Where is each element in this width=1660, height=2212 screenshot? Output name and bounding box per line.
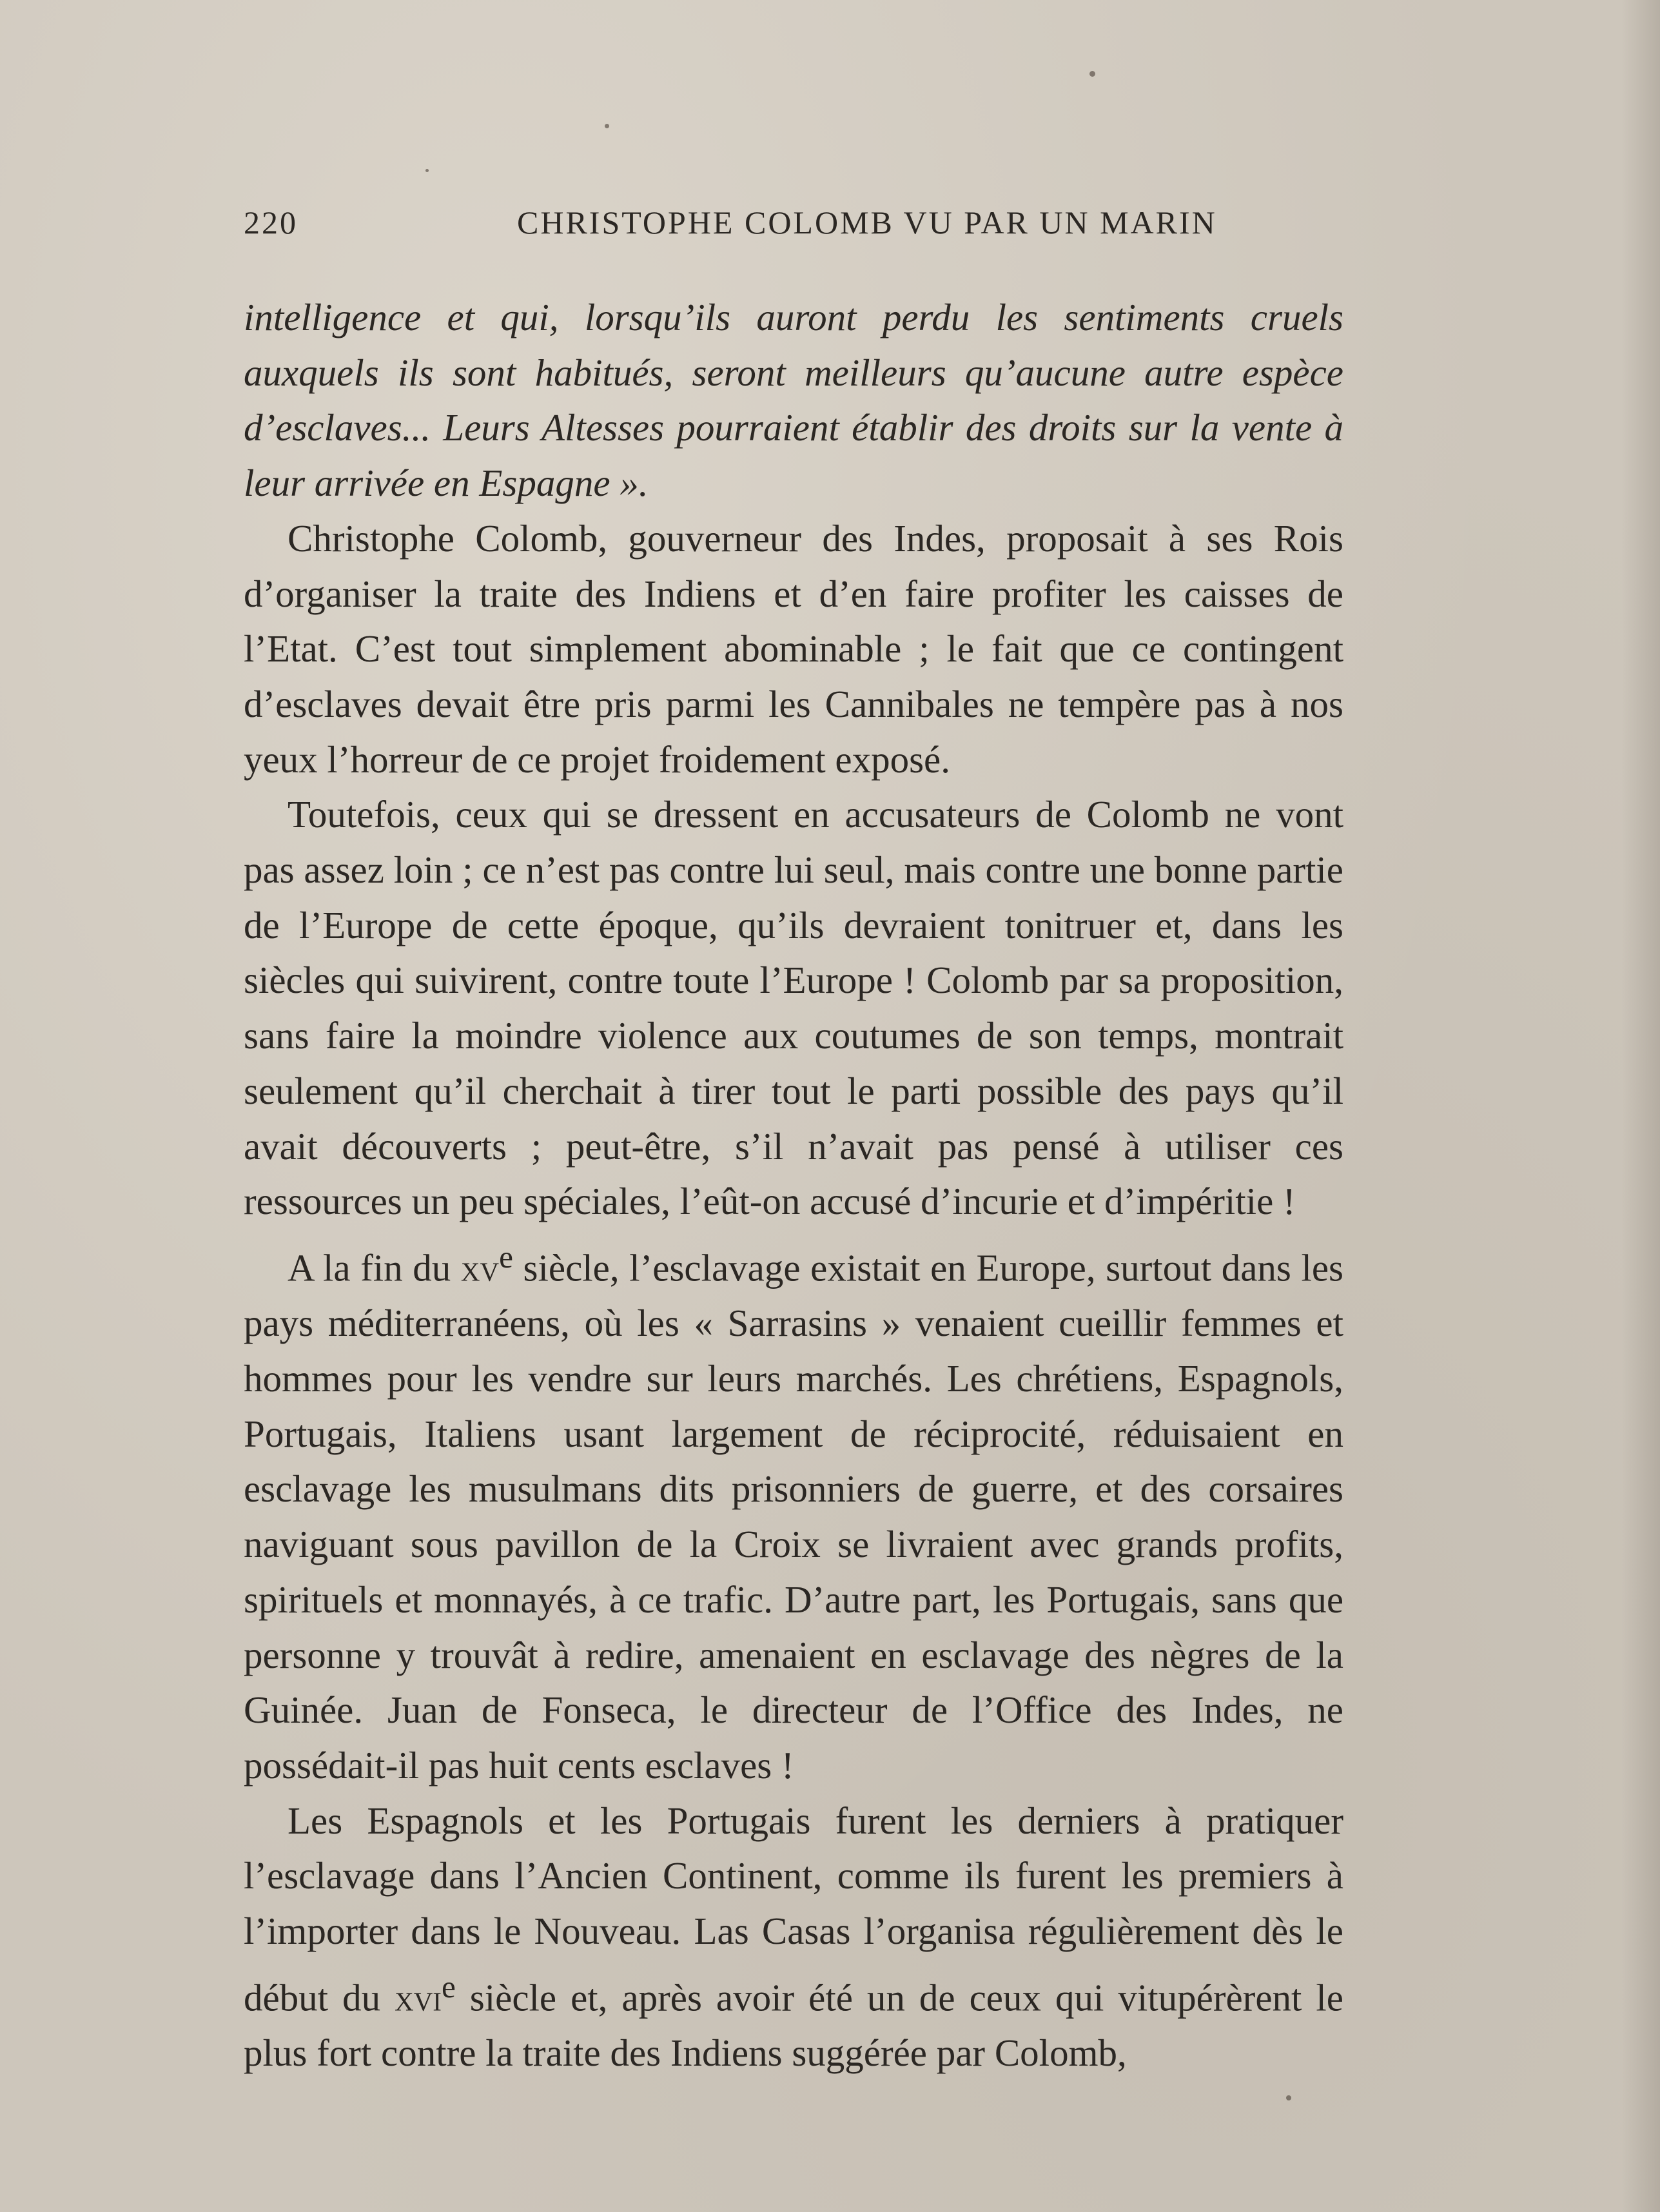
page-edge-shadow [1621, 0, 1660, 2212]
paper-speck [1286, 2095, 1291, 2100]
page-number: 220 [244, 204, 298, 240]
paper-speck [1089, 71, 1095, 77]
paragraph: Christophe Colomb, gouverneur des Indes, proposait à ses Rois d’organiser la traite des Indiens et d’en faire profiter les caisses de l’Etat. C’est tout simplement abominable ; le fait que ce contingent d’esclaves devait être pris parmi les Cannibales ne tempère pas à nos yeux l’horreur de ce projet froidement exposé. [244, 516, 1343, 781]
century-numeral: xvi [395, 1976, 442, 2019]
running-title: CHRISTOPHE COLOMB VU PAR UN MARIN [517, 204, 1217, 240]
paragraph: Toutefois, ceux qui se dressent en accusateurs de Colomb ne vont pas assez loin ; ce n’est pas contre lui seul, mais contre une bonne partie de l’Europe de cette époque, qu’ils devraient tonitruer et, dans les siècles qui suivirent, contre toute l’Europe ! Colomb par sa proposition, sans faire la moindre violence aux coutumes de son temps, montrait seulement qu’il cherchait à tirer tout le parti possible des pays qu’il avait découverts ; peut-être, s’il n’avait pas pensé à utiliser ces ressources un peu spéciales, l’eût-on accusé d’incurie et d’impéritie ! [244, 793, 1343, 1223]
body-text [244, 290, 1343, 2081]
paper-speck [425, 169, 429, 172]
page-header [244, 204, 1296, 249]
paragraph [244, 1229, 1343, 1794]
paragraph-text: A la fin du [288, 1246, 461, 1289]
paragraph [244, 1794, 1343, 2081]
paragraph-text: siècle, l’esclavage existait en Europe, surtout dans les pays méditerranéens, où les « Sarrasins » venaient cueillir femmes et hommes pour les vendre sur leurs marchés. Les chrétiens, Espagnols, Portugais, Italiens usant largement de réciprocité, réduisaient en esclavage les musulmans dits prisonniers de guerre, et des corsaires naviguant sous pavillon de la Croix se livraient avec grands profits, spirituels et monnayés, à ce trafic. D’autre part, les Portugais, sans que personne y trouvât à redire, amenaient en esclavage des nègres de la Guinée. Juan de Fonseca, le directeur de l’Office des Indes, ne possédait-il pas huit cents esclaves ! [244, 1246, 1343, 1786]
paragraph-text: Les Espagnols et les Portugais furent les derniers à pratiquer l’esclavage dans l’Ancien Continent, comme ils furent les premiers à l’importer dans le Nouveau. Las Casas l’organisa régulièrement dès le début du [244, 1799, 1343, 2019]
ordinal-superscript: e [499, 1238, 513, 1275]
ordinal-superscript: e [441, 1968, 456, 2004]
paragraph-text: siècle et, après avoir été un de ceux qui vitupérèrent le plus fort contre la traite des Indiens suggérée par Colomb, [244, 1976, 1343, 2075]
paper-speck [605, 124, 609, 128]
century-numeral: xv [460, 1246, 500, 1289]
quoted-paragraph: intelligence et qui, lorsqu’ils auront perdu les sentiments cruels auxquels ils sont habitués, seront meilleurs qu’aucune autre espèce d’esclaves... Leurs Altesses pourraient établir des droits sur la vente à leur arrivée en Espagne ». [244, 296, 1343, 505]
